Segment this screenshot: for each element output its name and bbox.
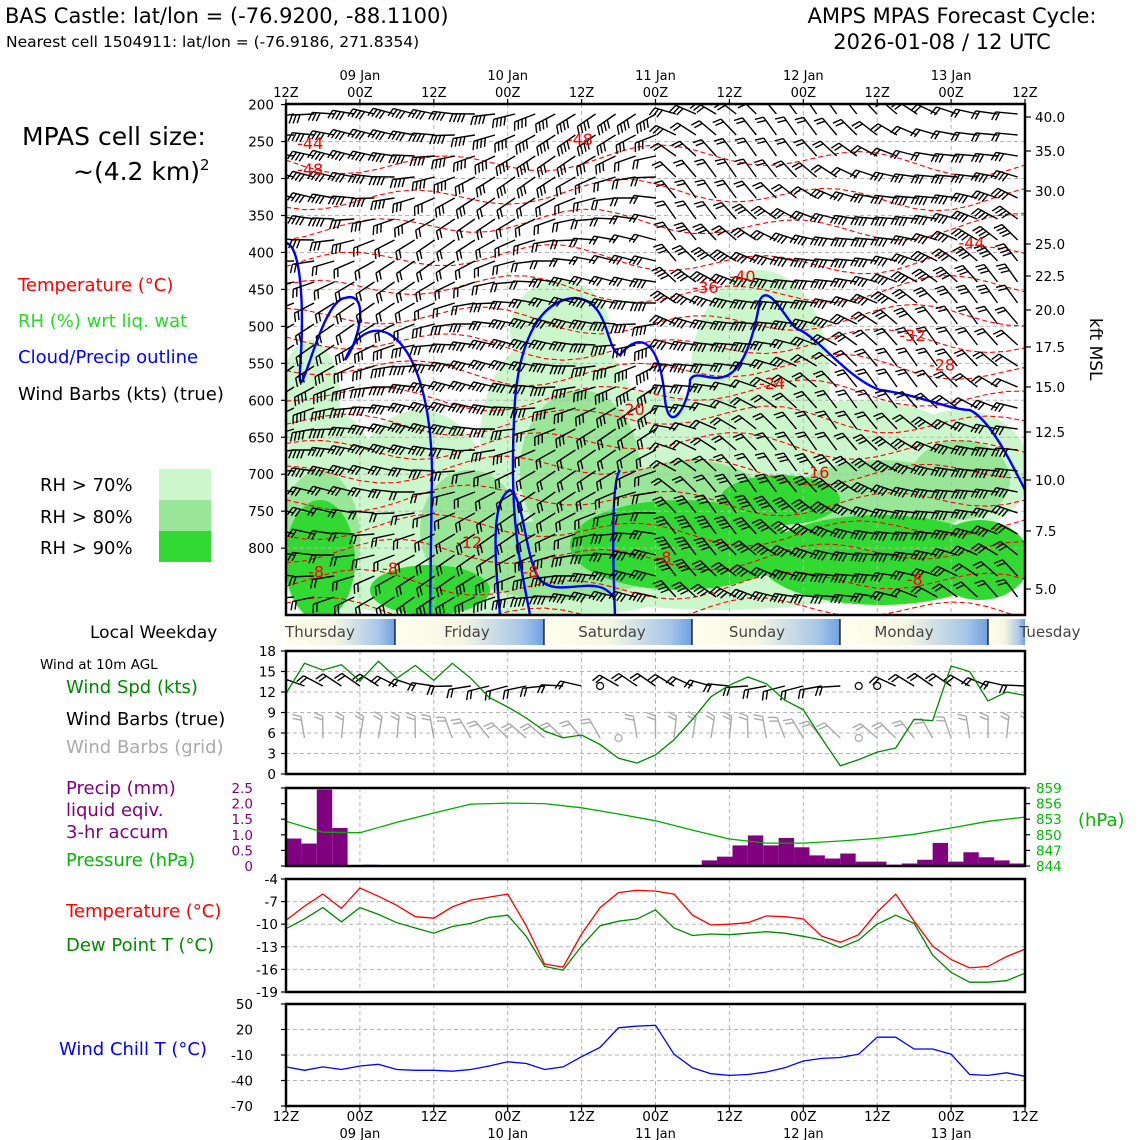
- temperature-contour-label: -12: [455, 533, 483, 553]
- height-tick-label: 25.0: [1035, 237, 1066, 253]
- wind-ytick-label: 18: [258, 644, 276, 660]
- pressure-ytick-label: 847: [1036, 843, 1062, 860]
- legend-pressure: Pressure (hPa): [66, 850, 196, 871]
- pressure-ytick-label: 844: [1036, 859, 1062, 875]
- legend-cloud: Cloud/Precip outline: [18, 347, 199, 368]
- precip-bar: [933, 843, 948, 866]
- temp-ytick-label: -4: [264, 872, 278, 888]
- cell-size-label: MPAS cell size:: [22, 122, 206, 151]
- top-date-label: 10 Jan: [487, 69, 529, 84]
- precip-bar: [779, 838, 794, 866]
- bottom-time-axis: [273, 1106, 1038, 1140]
- temperature-contour-label: -48: [566, 130, 593, 150]
- precip-bar: [963, 852, 978, 866]
- bottom-time-tick-label: 00Z: [494, 1109, 521, 1125]
- pressure-ytick-label: 850: [1036, 827, 1062, 844]
- bottom-time-tick-label: 00Z: [790, 1109, 817, 1125]
- chill-ytick-label: 20: [235, 1022, 253, 1039]
- pressure-tick-label: 500: [248, 319, 274, 336]
- chill-ytick-label: 50: [235, 997, 253, 1013]
- wind-chill-panel: [231, 997, 1025, 1115]
- precip-bar: [809, 855, 824, 866]
- chill-ytick-label: -10: [230, 1048, 253, 1064]
- wind-ytick-label: 3: [267, 746, 276, 763]
- temperature-contour-label: -24: [758, 374, 786, 394]
- top-time-tick-label: 12Z: [421, 86, 447, 101]
- top-time-tick-label: 00Z: [938, 86, 964, 101]
- precip-bar: [717, 857, 732, 866]
- chill-ytick-label: -40: [230, 1073, 253, 1090]
- temperature-contour-label: -44: [297, 133, 324, 153]
- cross-section-chart: [248, 69, 1065, 630]
- wind-ytick-label: 9: [267, 705, 276, 722]
- legend-temperature: Temperature (°C): [18, 275, 174, 296]
- station-title: BAS Castle: lat/lon = (-76.9200, -88.1100): [5, 4, 449, 28]
- pressure-tick-label: 250: [248, 134, 274, 151]
- top-time-tick-label: 00Z: [494, 86, 521, 101]
- bottom-date-label: 10 Jan: [487, 1127, 529, 1140]
- bottom-date-label: 11 Jan: [635, 1127, 676, 1140]
- height-tick-label: 30.0: [1035, 184, 1066, 200]
- height-tick-label: 5.0: [1035, 582, 1057, 598]
- legend-precip-1: Precip (mm): [66, 778, 176, 799]
- pressure-tick-label: 600: [248, 393, 274, 410]
- legend-wind-barbs-grid: Wind Barbs (grid): [66, 737, 224, 758]
- bottom-date-label: 12 Jan: [782, 1127, 824, 1140]
- cell-size-value: [73, 156, 210, 186]
- precip-bar: [732, 845, 747, 866]
- legend-wind-barbs-true: Wind Barbs (true): [66, 709, 226, 730]
- cycle-time: 2026-01-08 / 12 UTC: [833, 30, 1051, 54]
- precip-bar: [317, 790, 332, 866]
- wind-ytick-label: 12: [258, 685, 276, 701]
- temperature-contour-label: -32: [899, 326, 926, 346]
- precip-pressure-panel: [232, 781, 1062, 875]
- height-tick-label: 17.5: [1035, 340, 1066, 356]
- pressure-ytick-label: 859: [1036, 781, 1062, 797]
- precip-ytick-label: 1.5: [231, 812, 253, 829]
- legend-rh80: RH > 80%: [40, 507, 133, 528]
- temperature-contour-label: -44: [958, 233, 985, 253]
- legend-dewpoint: Dew Point T (°C): [66, 935, 215, 956]
- weekday-label: Thursday: [285, 623, 355, 641]
- wind-ytick-label: 6: [267, 726, 276, 742]
- height-tick-label: 22.5: [1035, 269, 1066, 285]
- precip-ytick-label: 0: [244, 859, 253, 875]
- legend-barbs: Wind Barbs (kts) (true): [18, 384, 224, 405]
- precip-bar: [794, 847, 809, 866]
- bottom-time-tick-label: 12Z: [863, 1109, 891, 1125]
- cell-size-value-text: ~(4.2 km): [73, 157, 200, 186]
- precip-bar: [332, 828, 347, 866]
- cell-size-exponent: 2: [200, 156, 210, 174]
- temperature-contour-label: -16: [803, 462, 830, 482]
- precip-bar: [763, 845, 778, 866]
- weekday-label: Sunday: [728, 623, 786, 641]
- wind10m-label: Wind at 10m AGL: [40, 657, 158, 673]
- temp-ytick-label: -7: [264, 894, 278, 911]
- top-time-tick-label: 12Z: [568, 86, 595, 101]
- top-time-tick-label: 12Z: [864, 86, 890, 101]
- temp-ytick-label: -16: [255, 962, 278, 979]
- top-date-label: 12 Jan: [782, 69, 824, 84]
- legend-rh90: RH > 90%: [40, 538, 133, 559]
- legend-precip-3: 3-hr accum: [66, 822, 169, 843]
- precip-ytick-label: 1.0: [231, 827, 253, 844]
- temperature-contour-label: -40: [729, 267, 756, 287]
- height-tick-label: 20.0: [1035, 303, 1066, 319]
- precip-ytick-label: 0.5: [231, 843, 253, 860]
- top-time-tick-label: 12Z: [1012, 86, 1038, 101]
- top-date-label: 09 Jan: [339, 69, 381, 84]
- temp-ytick-label: -19: [255, 985, 278, 1001]
- pressure-tick-label: 650: [248, 430, 274, 447]
- bottom-time-tick-label: 00Z: [346, 1109, 374, 1125]
- precip-bar: [748, 835, 763, 866]
- top-time-tick-label: 12Z: [273, 86, 299, 101]
- pressure-tick-label: 300: [248, 171, 274, 188]
- precip-bar: [286, 839, 301, 866]
- legend-temp-panel: Temperature (°C): [66, 901, 222, 922]
- precip-ytick-label: 2.5: [231, 781, 253, 797]
- pressure-ytick-label: 856: [1036, 796, 1062, 813]
- temperature-contour-label: -36: [692, 278, 719, 298]
- cycle-title: AMPS MPAS Forecast Cycle:: [807, 4, 1097, 28]
- temperature-contour-label: -48: [297, 159, 324, 179]
- temperature-contour-label: -8: [906, 570, 923, 590]
- top-date-label: 13 Jan: [930, 69, 972, 84]
- top-time-tick-label: 00Z: [347, 86, 373, 101]
- temp-ytick-label: -10: [255, 917, 278, 934]
- bottom-time-tick-label: 12Z: [420, 1109, 448, 1125]
- pressure-ytick-label: 853: [1036, 812, 1062, 829]
- temperature-contour-label: -28: [928, 355, 956, 375]
- temp-ytick-label: -13: [255, 939, 278, 956]
- weekday-bar: [284, 619, 1081, 645]
- bottom-time-tick-label: 00Z: [642, 1109, 669, 1125]
- top-time-tick-label: 00Z: [642, 86, 669, 101]
- wind-ytick-label: 0: [267, 767, 276, 783]
- pressure-tick-label: 350: [248, 208, 274, 225]
- temperature-contour-label: -8: [522, 562, 539, 582]
- height-tick-label: 15.0: [1035, 380, 1066, 396]
- top-time-tick-label: 12Z: [716, 86, 743, 101]
- legend-windchill: Wind Chill T (°C): [59, 1039, 207, 1060]
- temperature-contour-label: -20: [618, 400, 645, 420]
- legend-rh80-swatch: [159, 500, 211, 531]
- bottom-time-tick-label: 12Z: [568, 1109, 595, 1125]
- weekday-label: Friday: [444, 623, 490, 641]
- top-time-tick-label: 00Z: [790, 86, 817, 101]
- bottom-time-tick-label: 12Z: [716, 1109, 743, 1125]
- temperature-contour-label: -8: [308, 562, 325, 582]
- legend-rh90-swatch: [159, 531, 211, 562]
- pressure-unit-label: (hPa): [1078, 810, 1125, 831]
- pressure-tick-label: 450: [248, 282, 274, 299]
- height-tick-label: 35.0: [1035, 144, 1066, 160]
- precip-bar: [979, 857, 994, 866]
- weekday-label: Tuesday: [1019, 623, 1081, 641]
- cell-subtitle: Nearest cell 1504911: lat/lon = (-76.9186, 271.8354): [6, 33, 420, 51]
- height-tick-label: 40.0: [1035, 110, 1066, 126]
- precip-ytick-label: 2.0: [231, 796, 253, 813]
- height-tick-label: 12.5: [1035, 425, 1066, 441]
- height-tick-label: 10.0: [1035, 473, 1066, 489]
- wind-speed-panel: [259, 644, 1029, 783]
- legend-rh70: RH > 70%: [40, 475, 133, 496]
- temperature-contour-label: -8: [655, 547, 672, 567]
- legend-wind-speed: Wind Spd (kts): [66, 677, 198, 698]
- bottom-time-tick-label: 12Z: [1011, 1109, 1039, 1125]
- wind-ytick-label: 15: [258, 664, 276, 681]
- temperature-contour-label: -8: [382, 559, 399, 579]
- pressure-tick-label: 200: [248, 97, 274, 114]
- height-tick-label: 7.5: [1035, 524, 1057, 540]
- weekday-label: Monday: [874, 623, 934, 641]
- bottom-date-label: 09 Jan: [339, 1127, 381, 1140]
- pressure-tick-label: 800: [248, 541, 274, 558]
- legend-rh70-swatch: [159, 469, 211, 500]
- precip-bar: [301, 844, 316, 866]
- pressure-tick-label: 750: [248, 504, 274, 521]
- weekday-label: Saturday: [578, 623, 646, 641]
- pressure-tick-label: 700: [248, 467, 274, 484]
- legend-precip-2: liquid eqiv.: [66, 800, 164, 821]
- pressure-tick-label: 400: [248, 245, 274, 262]
- local-weekday-label: Local Weekday: [90, 623, 218, 643]
- top-date-label: 11 Jan: [635, 69, 676, 84]
- bottom-time-tick-label: 12Z: [272, 1109, 300, 1125]
- pressure-tick-label: 550: [248, 356, 274, 373]
- kft-axis-label: kft MSL: [1085, 318, 1105, 381]
- precip-bar: [840, 854, 855, 866]
- bottom-date-label: 13 Jan: [930, 1127, 972, 1140]
- chill-ytick-label: -70: [230, 1099, 253, 1115]
- temperature-panel: [256, 872, 1025, 1001]
- bottom-time-tick-label: 00Z: [937, 1109, 965, 1125]
- legend-rh: RH (%) wrt liq. wat: [18, 311, 188, 332]
